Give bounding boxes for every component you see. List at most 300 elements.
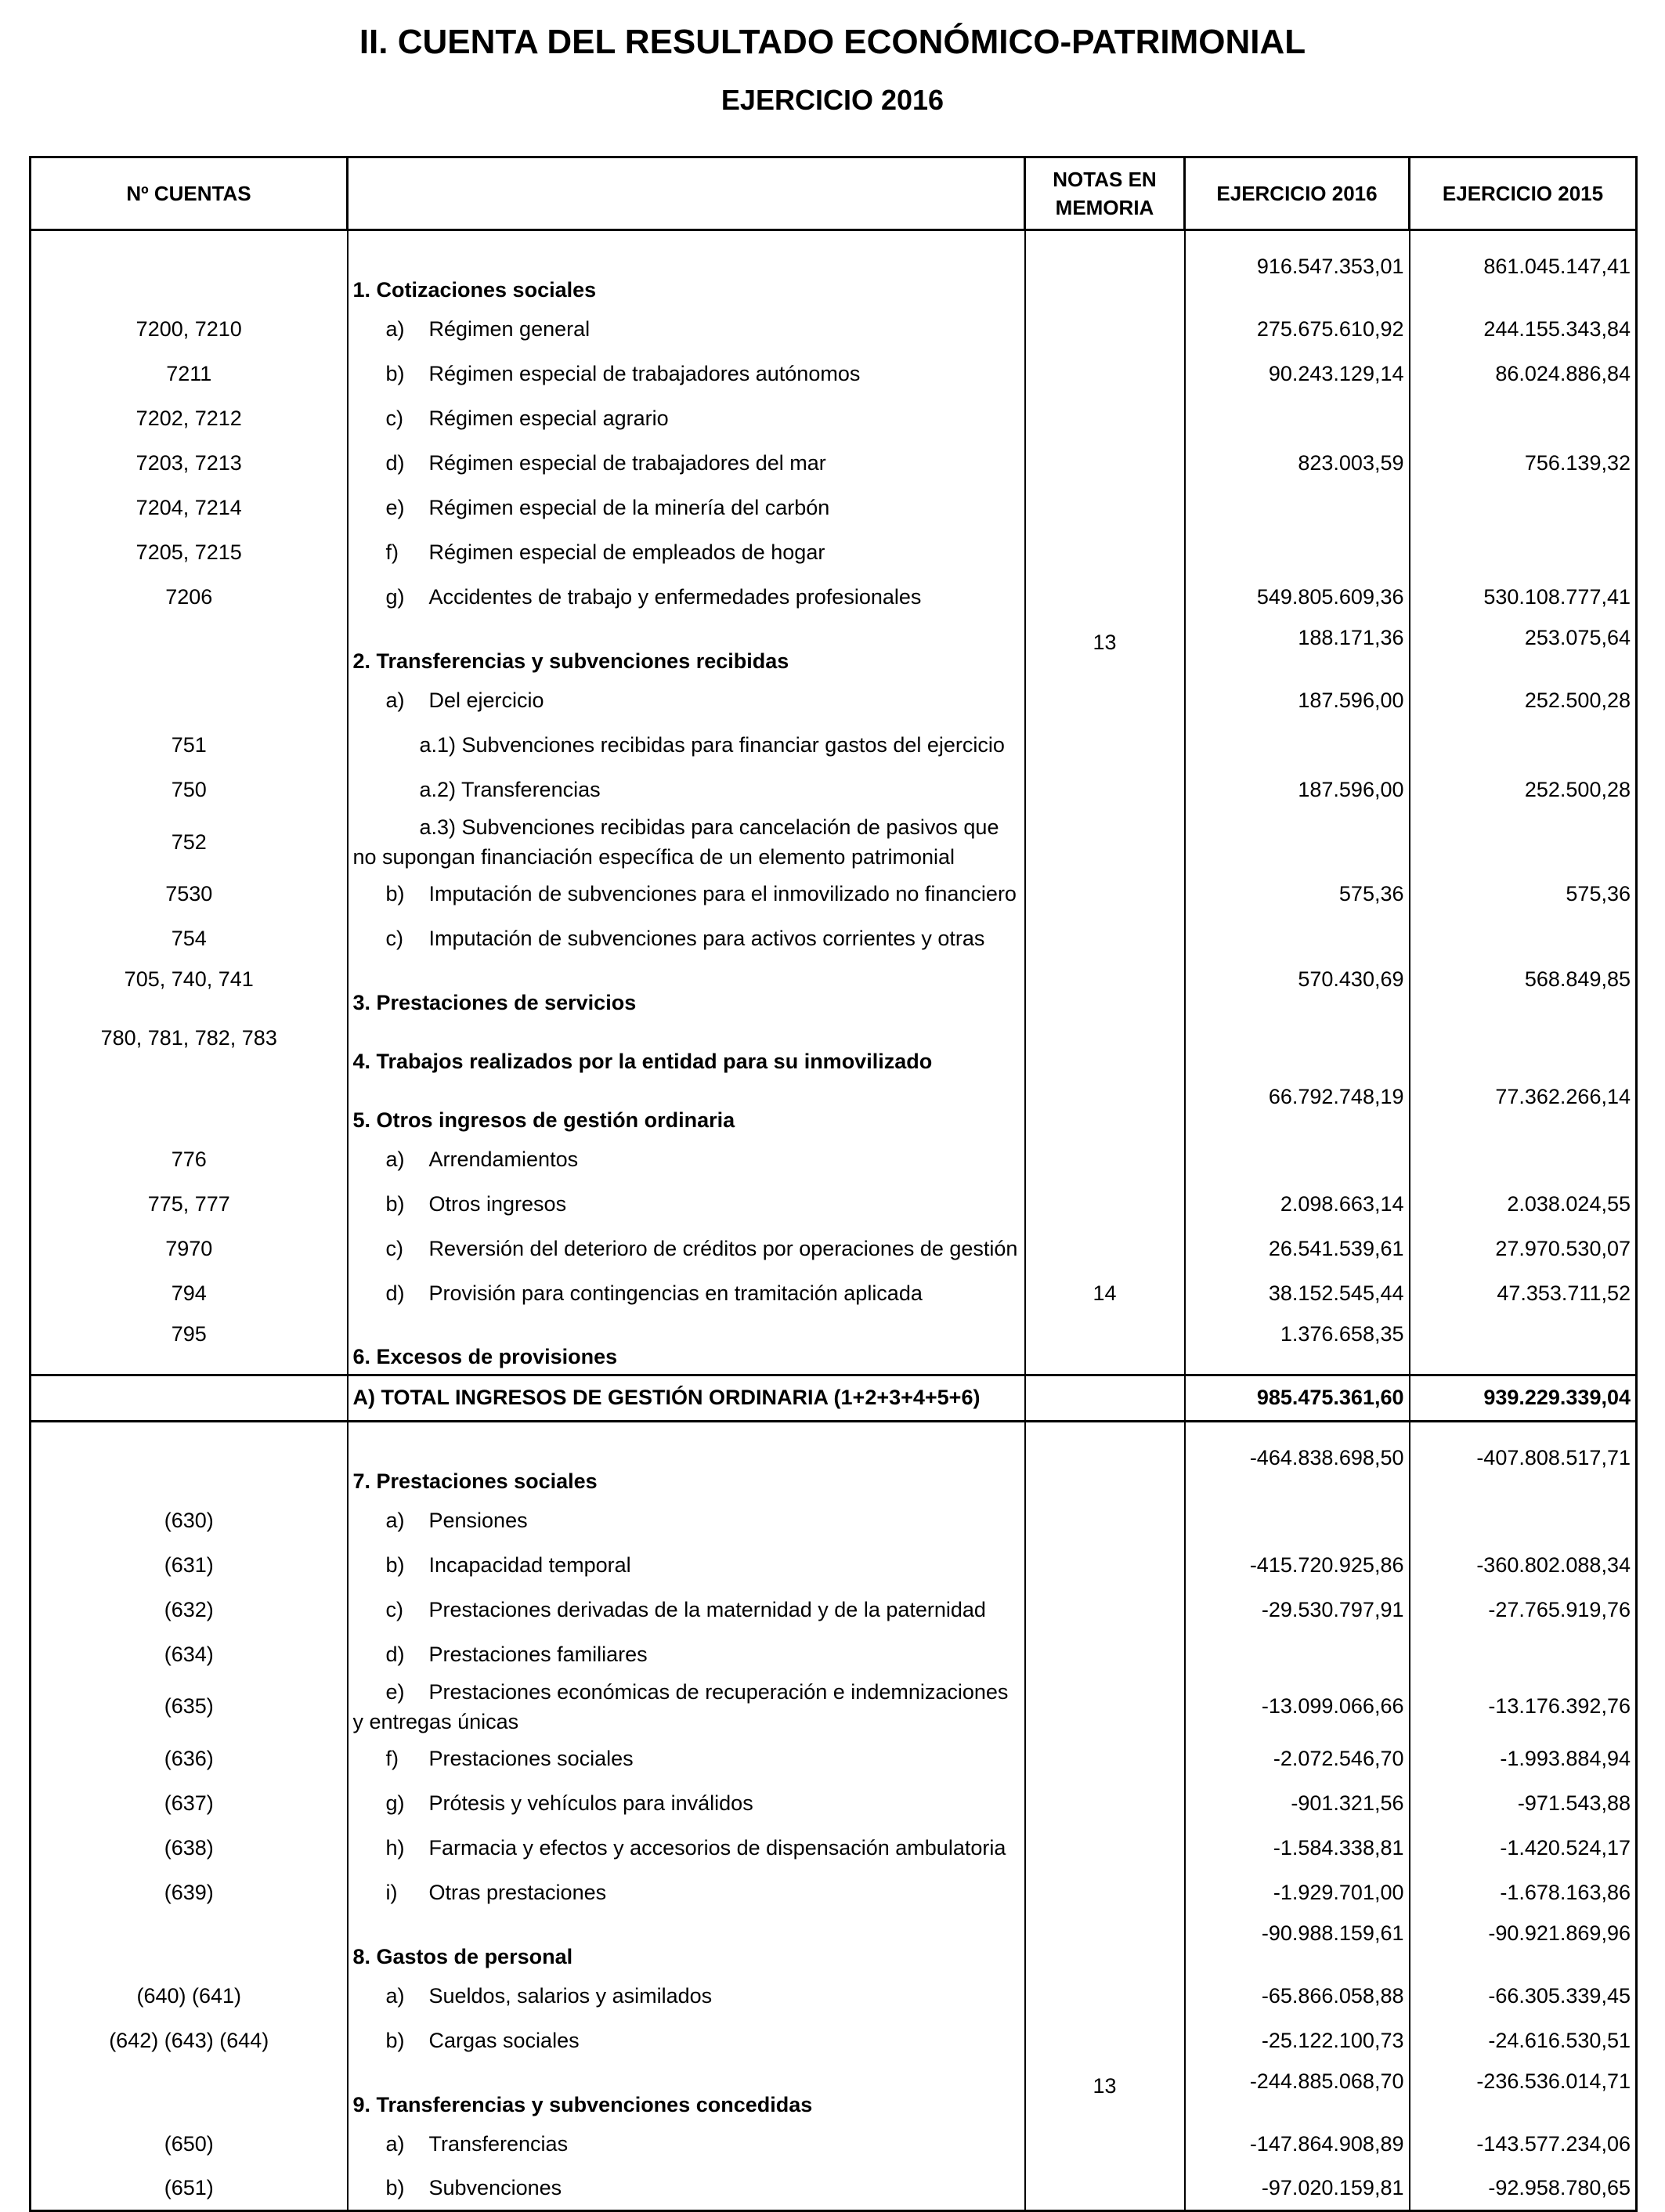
description-text: Régimen general xyxy=(428,317,591,341)
account-cell xyxy=(31,678,348,723)
section-row xyxy=(31,1915,1637,1974)
table-row xyxy=(31,1826,1637,1870)
description-text: Prestaciones familiares xyxy=(428,1642,648,1666)
account-cell: 705, 740, 741 xyxy=(31,961,348,1020)
year-2015-value xyxy=(1410,486,1637,530)
section-row xyxy=(31,1079,1637,1137)
notes-cell xyxy=(1025,961,1185,1020)
year-2015-value xyxy=(1410,723,1637,768)
notes-cell xyxy=(1025,1915,1185,1974)
description-multiline xyxy=(353,1677,1020,1737)
notes-cell: 13 xyxy=(1025,2063,1185,2122)
income-statement-table xyxy=(29,156,1638,2212)
year-2016-value: -1.929.701,00 xyxy=(1185,1870,1410,1915)
spacer-cell xyxy=(348,230,1025,249)
year-2016-value: 188.171,36 xyxy=(1185,620,1410,678)
item-letter: e) xyxy=(385,1679,405,1704)
description-text: Imputación de subvenciones para activos corrientes y otras xyxy=(428,927,985,950)
description-item xyxy=(353,585,922,609)
notes-cell xyxy=(1025,486,1185,530)
year-2016-value: 823.003,59 xyxy=(1185,441,1410,486)
description-cell xyxy=(348,916,1025,961)
section-row xyxy=(31,1440,1637,1498)
year-2015-value: 252.500,28 xyxy=(1410,678,1637,723)
description-cell xyxy=(348,1227,1025,1271)
description-item xyxy=(353,2029,580,2053)
table-row xyxy=(31,872,1637,916)
spacer-cell xyxy=(348,1421,1025,1440)
account-cell: 794 xyxy=(31,1271,348,1316)
page-title: II. CUENTA DEL RESULTADO ECONÓMICO-PATRIMONIAL xyxy=(359,23,1306,61)
description-text: Farmacia y efectos y accesorios de dispensación ambulatoria xyxy=(428,1835,1006,1860)
spacer-cell xyxy=(1025,230,1185,249)
description-cell xyxy=(348,1543,1025,1588)
description-cell xyxy=(348,768,1025,812)
table-row xyxy=(31,396,1637,441)
header-year-2016: EJERCICIO 2016 xyxy=(1185,157,1410,230)
description-cell xyxy=(348,1737,1025,1781)
description-cell xyxy=(348,575,1025,620)
description-cell xyxy=(348,2122,1025,2167)
table-row xyxy=(31,530,1637,575)
account-cell xyxy=(31,1915,348,1974)
description-cell xyxy=(348,723,1025,768)
spacer-row xyxy=(31,230,1637,249)
account-cell: (640) (641) xyxy=(31,1974,348,2019)
description-cell xyxy=(348,1781,1025,1826)
description-text: a.2) Transferencias xyxy=(419,778,601,801)
year-2015-value: 252.500,28 xyxy=(1410,768,1637,812)
item-letter: b) xyxy=(385,1552,405,1577)
year-2016-value: -415.720.925,86 xyxy=(1185,1543,1410,1588)
account-cell: (635) xyxy=(31,1677,348,1737)
notes-cell xyxy=(1025,441,1185,486)
account-cell: 7203, 7213 xyxy=(31,441,348,486)
total-notes xyxy=(1025,1375,1185,1421)
description-cell xyxy=(348,352,1025,396)
description-cell xyxy=(348,441,1025,486)
table-row xyxy=(31,2019,1637,2063)
table-header-row xyxy=(31,157,1637,230)
notes-cell xyxy=(1025,530,1185,575)
year-2015-value: 530.108.777,41 xyxy=(1410,575,1637,620)
account-cell: 752 xyxy=(31,812,348,872)
year-2015-value: 575,36 xyxy=(1410,872,1637,916)
description-cell xyxy=(348,486,1025,530)
description-multiline xyxy=(353,812,1020,872)
description-text: Prestaciones económicas de recuperación e indemnizaciones xyxy=(428,1679,1009,1704)
year-2015-value: 861.045.147,41 xyxy=(1410,248,1637,307)
description-text: a.1) Subvenciones recibidas para financiar gastos del ejercicio xyxy=(419,733,1005,757)
year-2015-value: 27.970.530,07 xyxy=(1410,1227,1637,1271)
account-cell xyxy=(31,1079,348,1137)
year-2016-value xyxy=(1185,916,1410,961)
description-line-1 xyxy=(353,812,1020,842)
description-item xyxy=(353,451,826,475)
account-cell: 754 xyxy=(31,916,348,961)
table-row xyxy=(31,2122,1637,2167)
year-2015-value: -407.808.517,71 xyxy=(1410,1440,1637,1498)
notes-cell: 14 xyxy=(1025,1271,1185,1316)
notes-cell xyxy=(1025,1020,1185,1079)
description-text: Otros ingresos xyxy=(428,1192,567,1216)
year-2015-value: -1.993.884,94 xyxy=(1410,1737,1637,1781)
notes-cell xyxy=(1025,1227,1185,1271)
notes-cell xyxy=(1025,678,1185,723)
account-cell: (638) xyxy=(31,1826,348,1870)
account-cell: 775, 777 xyxy=(31,1182,348,1227)
item-letter: h) xyxy=(385,1835,405,1860)
item-letter: d) xyxy=(385,1281,405,1305)
description-item xyxy=(353,2176,562,2200)
year-2016-value: 187.596,00 xyxy=(1185,678,1410,723)
notes-cell: 13 xyxy=(1025,620,1185,678)
year-2015-value: -24.616.530,51 xyxy=(1410,2019,1637,2063)
account-cell xyxy=(31,2063,348,2122)
year-2016-value: 916.547.353,01 xyxy=(1185,248,1410,307)
year-2015-value: 568.849,85 xyxy=(1410,961,1637,1020)
year-2016-value: 90.243.129,14 xyxy=(1185,352,1410,396)
account-cell: (632) xyxy=(31,1588,348,1632)
table-row xyxy=(31,1974,1637,2019)
description-cell xyxy=(348,1826,1025,1870)
table-row xyxy=(31,678,1637,723)
description-item xyxy=(353,1984,713,2008)
year-2016-value: -901.321,56 xyxy=(1185,1781,1410,1826)
description-cell xyxy=(348,678,1025,723)
year-2016-value xyxy=(1185,1137,1410,1182)
year-2016-value: 275.675.610,92 xyxy=(1185,307,1410,352)
item-letter: c) xyxy=(385,1597,403,1621)
description-item xyxy=(353,1148,579,1172)
year-2015-value: -27.765.919,76 xyxy=(1410,1588,1637,1632)
description-item xyxy=(353,1747,634,1771)
description-item xyxy=(353,1881,607,1905)
table-row xyxy=(31,486,1637,530)
description-cell xyxy=(348,1974,1025,2019)
year-2015-value: -971.543,88 xyxy=(1410,1781,1637,1826)
account-cell: (650) xyxy=(31,2122,348,2167)
account-cell: 795 xyxy=(31,1316,348,1375)
table-row xyxy=(31,916,1637,961)
year-2016-value: 66.792.748,19 xyxy=(1185,1079,1410,1137)
item-letter: c) xyxy=(385,407,403,430)
description-cell xyxy=(348,2019,1025,2063)
item-letter: a) xyxy=(385,2131,405,2156)
notes-cell xyxy=(1025,1316,1185,1375)
description-line-2: no supongan financiación específica de un elemento patrimonial xyxy=(352,845,955,869)
notes-cell xyxy=(1025,1588,1185,1632)
year-2016-value: 2.098.663,14 xyxy=(1185,1182,1410,1227)
table-row xyxy=(31,723,1637,768)
table-row xyxy=(31,1271,1637,1316)
description-item xyxy=(353,1281,923,1306)
description-item xyxy=(353,2132,569,2156)
description-item xyxy=(353,317,591,342)
item-letter: f) xyxy=(385,1746,399,1770)
description-cell xyxy=(348,1870,1025,1915)
notes-cell xyxy=(1025,396,1185,441)
description-text: Régimen especial de la minería del carbón xyxy=(428,496,830,519)
total-account xyxy=(31,1375,348,1421)
account-cell: 7205, 7215 xyxy=(31,530,348,575)
header-notes: NOTAS EN MEMORIA xyxy=(1025,157,1185,230)
spacer-cell xyxy=(31,230,348,249)
table-row xyxy=(31,575,1637,620)
description-text: Transferencias xyxy=(428,2131,569,2156)
description-cell: 4. Trabajos realizados por la entidad para su inmovilizado xyxy=(348,1020,1025,1079)
item-letter: g) xyxy=(385,585,405,609)
year-2015-value: -360.802.088,34 xyxy=(1410,1543,1637,1588)
notes-cell xyxy=(1025,1543,1185,1588)
year-2016-value: 575,36 xyxy=(1185,872,1410,916)
account-cell: 7204, 7214 xyxy=(31,486,348,530)
description-text: Régimen especial agrario xyxy=(428,407,669,430)
notes-cell xyxy=(1025,1677,1185,1737)
year-2016-value: 38.152.545,44 xyxy=(1185,1271,1410,1316)
table-row xyxy=(31,441,1637,486)
item-letter: d) xyxy=(385,1642,405,1666)
description-item xyxy=(353,496,830,520)
account-cell: (630) xyxy=(31,1498,348,1543)
description-text: Accidentes de trabajo y enfermedades profesionales xyxy=(428,585,922,609)
description-cell xyxy=(348,396,1025,441)
table-row xyxy=(31,812,1637,872)
description-text: Prótesis y vehículos para inválidos xyxy=(428,1791,753,1815)
notes-cell xyxy=(1025,1826,1185,1870)
account-cell: (639) xyxy=(31,1870,348,1915)
account-cell: (637) xyxy=(31,1781,348,1826)
year-2016-value: 26.541.539,61 xyxy=(1185,1227,1410,1271)
notes-cell xyxy=(1025,1737,1185,1781)
year-2015-value xyxy=(1410,1020,1637,1079)
table-row xyxy=(31,1677,1637,1737)
year-2015-value xyxy=(1410,1632,1637,1677)
year-2016-value: -464.838.698,50 xyxy=(1185,1440,1410,1498)
notes-cell xyxy=(1025,307,1185,352)
year-2015-value: 77.362.266,14 xyxy=(1410,1079,1637,1137)
year-2016-value: -25.122.100,73 xyxy=(1185,2019,1410,2063)
year-2015-value: -143.577.234,06 xyxy=(1410,2122,1637,2167)
item-letter: b) xyxy=(385,2175,405,2199)
table-row xyxy=(31,1588,1637,1632)
notes-cell xyxy=(1025,812,1185,872)
table-row xyxy=(31,1781,1637,1826)
description-cell: 5. Otros ingresos de gestión ordinaria xyxy=(348,1079,1025,1137)
year-2016-value xyxy=(1185,1020,1410,1079)
description-item xyxy=(353,778,601,802)
account-cell xyxy=(31,1440,348,1498)
year-2015-value: -236.536.014,71 xyxy=(1410,2063,1637,2122)
year-2015-value: 86.024.886,84 xyxy=(1410,352,1637,396)
description-item xyxy=(353,1598,986,1622)
notes-cell xyxy=(1025,1632,1185,1677)
account-cell: (636) xyxy=(31,1737,348,1781)
notes-cell xyxy=(1025,1498,1185,1543)
description-text: Otras prestaciones xyxy=(428,1880,607,1904)
account-cell: (642) (643) (644) xyxy=(31,2019,348,2063)
description-text: Sueldos, salarios y asimilados xyxy=(428,1983,713,2008)
year-2016-value xyxy=(1185,396,1410,441)
account-cell xyxy=(31,620,348,678)
year-2016-value: 1.376.658,35 xyxy=(1185,1316,1410,1375)
total-year-2015: 939.229.339,04 xyxy=(1410,1375,1637,1421)
year-2016-value: 570.430,69 xyxy=(1185,961,1410,1020)
table-row xyxy=(31,1182,1637,1227)
year-2016-value: 187.596,00 xyxy=(1185,768,1410,812)
section-row xyxy=(31,2063,1637,2122)
account-cell: (631) xyxy=(31,1543,348,1588)
account-cell: 7211 xyxy=(31,352,348,396)
account-cell: 7206 xyxy=(31,575,348,620)
table-row xyxy=(31,1632,1637,1677)
spacer-cell xyxy=(1025,1421,1185,1440)
description-text: Del ejercicio xyxy=(428,689,544,712)
year-2015-value xyxy=(1410,1316,1637,1375)
total-year-2016: 985.475.361,60 xyxy=(1185,1375,1410,1421)
year-2016-value: 549.805.609,36 xyxy=(1185,575,1410,620)
description-text: Incapacidad temporal xyxy=(428,1552,631,1577)
page-subtitle: EJERCICIO 2016 xyxy=(721,84,944,116)
item-letter: b) xyxy=(385,882,405,905)
expense-section xyxy=(31,1421,1637,2211)
notes-cell xyxy=(1025,768,1185,812)
account-cell: (651) xyxy=(31,2167,348,2211)
description-line-2: y entregas únicas xyxy=(352,1709,519,1733)
notes-cell xyxy=(1025,2167,1185,2211)
year-2015-value: 253.075,64 xyxy=(1410,620,1637,678)
notes-cell xyxy=(1025,1974,1185,2019)
year-2015-value: 2.038.024,55 xyxy=(1410,1182,1637,1227)
item-letter: a) xyxy=(385,1983,405,2008)
table-row xyxy=(31,768,1637,812)
description-cell xyxy=(348,1498,1025,1543)
description-item xyxy=(353,1553,631,1578)
section-row xyxy=(31,1316,1637,1375)
year-2015-value: 47.353.711,52 xyxy=(1410,1271,1637,1316)
description-text: Pensiones xyxy=(428,1508,528,1532)
table-row xyxy=(31,307,1637,352)
year-2016-value xyxy=(1185,1498,1410,1543)
year-2016-value: -147.864.908,89 xyxy=(1185,2122,1410,2167)
description-item xyxy=(353,689,544,713)
description-cell: 2. Transferencias y subvenciones recibidas xyxy=(348,620,1025,678)
year-2015-value xyxy=(1410,1137,1637,1182)
description-item xyxy=(353,1791,753,1816)
item-letter: a) xyxy=(385,689,405,712)
table-row xyxy=(31,1543,1637,1588)
year-2016-value: -97.020.159,81 xyxy=(1185,2167,1410,2211)
item-letter: i) xyxy=(385,1880,398,1904)
spacer-cell xyxy=(1410,230,1637,249)
item-letter: e) xyxy=(385,496,405,519)
description-cell: 9. Transferencias y subvenciones concedidas xyxy=(348,2063,1025,2122)
notes-cell xyxy=(1025,2122,1185,2167)
header-description xyxy=(348,157,1025,230)
description-item xyxy=(353,733,1005,757)
account-cell: 7202, 7212 xyxy=(31,396,348,441)
year-2016-value xyxy=(1185,1632,1410,1677)
item-letter: b) xyxy=(385,362,405,385)
year-2015-value: -13.176.392,76 xyxy=(1410,1677,1637,1737)
notes-cell xyxy=(1025,575,1185,620)
year-2016-value xyxy=(1185,486,1410,530)
account-cell: 780, 781, 782, 783 xyxy=(31,1020,348,1079)
notes-cell xyxy=(1025,248,1185,307)
item-letter: d) xyxy=(385,451,405,475)
item-letter: c) xyxy=(385,927,403,950)
year-2015-value xyxy=(1410,1498,1637,1543)
year-2015-value: -90.921.869,96 xyxy=(1410,1915,1637,1974)
account-cell: 750 xyxy=(31,768,348,812)
description-item xyxy=(353,927,985,951)
year-2016-value xyxy=(1185,723,1410,768)
notes-cell xyxy=(1025,1079,1185,1137)
account-cell: 751 xyxy=(31,723,348,768)
item-letter: b) xyxy=(385,2028,405,2052)
account-cell xyxy=(31,248,348,307)
year-2015-value xyxy=(1410,916,1637,961)
spacer-cell xyxy=(31,1421,348,1440)
description-text: Subvenciones xyxy=(428,2175,562,2199)
description-cell xyxy=(348,1677,1025,1737)
item-letter: a) xyxy=(385,1148,405,1171)
year-2016-value: -1.584.338,81 xyxy=(1185,1826,1410,1870)
description-text: Provisión para contingencias en tramitación aplicada xyxy=(428,1281,923,1305)
item-letter: c) xyxy=(385,1237,403,1260)
description-text: Régimen especial de empleados de hogar xyxy=(428,540,825,564)
year-2015-value xyxy=(1410,396,1637,441)
year-2016-value xyxy=(1185,812,1410,872)
notes-cell xyxy=(1025,352,1185,396)
year-2016-value: -244.885.068,70 xyxy=(1185,2063,1410,2122)
year-2015-value: -92.958.780,65 xyxy=(1410,2167,1637,2211)
description-text: Reversión del deterioro de créditos por operaciones de gestión xyxy=(428,1237,1018,1260)
description-item xyxy=(353,1509,528,1533)
section-row xyxy=(31,620,1637,678)
section-row xyxy=(31,248,1637,307)
description-cell xyxy=(348,1182,1025,1227)
year-2015-value: -66.305.339,45 xyxy=(1410,1974,1637,2019)
description-cell xyxy=(348,2167,1025,2211)
description-cell: 6. Excesos de provisiones xyxy=(348,1316,1025,1375)
year-2015-value: -1.420.524,17 xyxy=(1410,1826,1637,1870)
description-cell xyxy=(348,872,1025,916)
section-row xyxy=(31,961,1637,1020)
description-item xyxy=(353,1643,648,1667)
header-accounts: Nº CUENTAS xyxy=(31,157,348,230)
table-row xyxy=(31,1137,1637,1182)
description-item xyxy=(353,407,669,431)
table-row xyxy=(31,1498,1637,1543)
item-letter: a) xyxy=(385,1508,405,1532)
description-cell xyxy=(348,1588,1025,1632)
description-cell xyxy=(348,1632,1025,1677)
year-2015-value: -1.678.163,86 xyxy=(1410,1870,1637,1915)
notes-cell xyxy=(1025,1870,1185,1915)
description-item xyxy=(353,1237,1018,1261)
spacer-cell xyxy=(1410,1421,1637,1440)
spacer-cell xyxy=(1185,1421,1410,1440)
description-cell: 7. Prestaciones sociales xyxy=(348,1440,1025,1498)
year-2016-value: -65.866.058,88 xyxy=(1185,1974,1410,2019)
notes-cell xyxy=(1025,872,1185,916)
description-item xyxy=(353,882,1017,906)
description-cell: 8. Gastos de personal xyxy=(348,1915,1025,1974)
description-text: a.3) Subvenciones recibidas para cancelación de pasivos que xyxy=(419,815,999,839)
notes-cell xyxy=(1025,1781,1185,1826)
notes-cell xyxy=(1025,1182,1185,1227)
